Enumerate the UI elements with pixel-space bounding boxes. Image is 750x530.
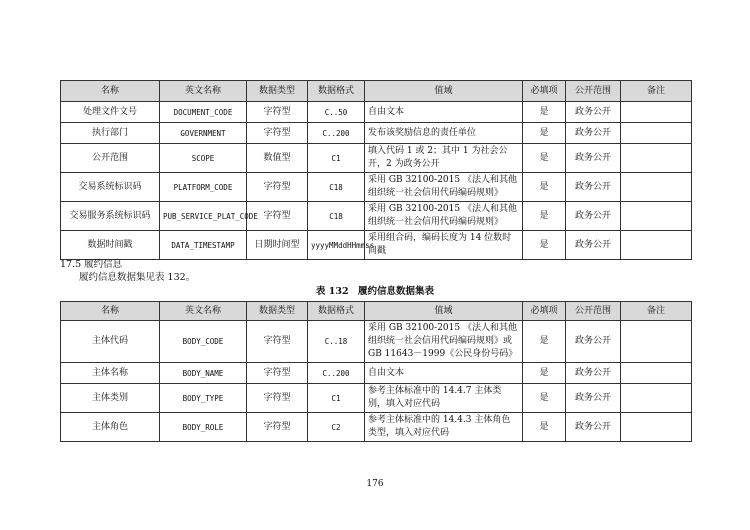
section-heading: 17.5 履约信息 (60, 259, 123, 270)
table-row (61, 123, 692, 144)
table-row (61, 173, 692, 202)
public-scope-cell: 政务公开 (566, 102, 621, 123)
value-domain-cell: 自由文本 (365, 363, 523, 384)
field-name-cell: 主体角色 (61, 413, 160, 442)
note-cell (621, 231, 692, 260)
english-name-cell: DATA_TIMESTAMP (160, 231, 247, 260)
data-format-cell: C1 (308, 144, 365, 173)
data-type-cell: 字符型 (247, 384, 308, 413)
required-cell: 是 (523, 363, 566, 384)
public-scope-cell: 政务公开 (566, 413, 621, 442)
english-name-cell: GOVERNMENT (160, 123, 247, 144)
field-name-cell: 主体类别 (61, 384, 160, 413)
field-name-cell: 交易系统标识码 (61, 173, 160, 202)
data-table-2 (60, 301, 692, 442)
table-row (61, 102, 692, 123)
data-type-cell: 字符型 (247, 123, 308, 144)
value-domain-cell: 采用组合码，编码长度为 14 位数时间戳 (365, 231, 523, 260)
english-name-cell: DOCUMENT_CODE (160, 102, 247, 123)
field-name-cell: 执行部门 (61, 123, 160, 144)
data-type-cell: 字符型 (247, 173, 308, 202)
column-header: 必填项 (523, 302, 566, 321)
english-name-cell: PUB_SERVICE_PLAT_CODE (160, 202, 247, 231)
table-row (61, 231, 692, 260)
data-type-cell: 字符型 (247, 321, 308, 363)
value-domain-cell: 自由文本 (365, 102, 523, 123)
value-domain-cell: 采用 GB 32100-2015 《法人和其他组织统一社会信用代码编码规则》或 GB 11643－1999《公民身份号码》 (365, 321, 523, 363)
value-domain-cell: 采用 GB 32100-2015 《法人和其他组织统一社会信用代码编码规则》 (365, 202, 523, 231)
column-header: 数据类型 (247, 81, 308, 102)
field-name-cell: 公开范围 (61, 144, 160, 173)
data-type-cell: 字符型 (247, 202, 308, 231)
table-row (61, 413, 692, 442)
required-cell: 是 (523, 173, 566, 202)
data-type-cell: 数值型 (247, 144, 308, 173)
required-cell: 是 (523, 102, 566, 123)
data-format-cell: C..200 (308, 363, 365, 384)
table-header-row (61, 302, 692, 321)
column-header: 公开范围 (566, 81, 621, 102)
value-domain-cell: 采用 GB 32100-2015 《法人和其他组织统一社会信用代码编码规则》 (365, 173, 523, 202)
required-cell: 是 (523, 202, 566, 231)
english-name-cell: BODY_NAME (160, 363, 247, 384)
data-format-cell: C1 (308, 384, 365, 413)
table-header-row (61, 81, 692, 102)
note-cell (621, 202, 692, 231)
column-header: 数据类型 (247, 302, 308, 321)
data-type-cell: 字符型 (247, 102, 308, 123)
required-cell: 是 (523, 321, 566, 363)
note-cell (621, 173, 692, 202)
field-name-cell: 处理文件文号 (61, 102, 160, 123)
data-format-cell: C2 (308, 413, 365, 442)
english-name-cell: BODY_CODE (160, 321, 247, 363)
value-domain-cell: 参考主体标准中的 14.4.3 主体角色类型，填入对应代码 (365, 413, 523, 442)
note-cell (621, 123, 692, 144)
note-cell (621, 413, 692, 442)
column-header: 值域 (365, 302, 523, 321)
section-reference-text: 履约信息数据集见表 132。 (79, 272, 196, 283)
note-cell (621, 363, 692, 384)
required-cell: 是 (523, 123, 566, 144)
note-cell (621, 321, 692, 363)
column-header: 备注 (621, 302, 692, 321)
public-scope-cell: 政务公开 (566, 173, 621, 202)
note-cell (621, 102, 692, 123)
value-domain-cell: 参考主体标准中的 14.4.7 主体类别，填入对应代码 (365, 384, 523, 413)
column-header: 公开范围 (566, 302, 621, 321)
table-caption: 表 132 履约信息数据集表 (315, 286, 435, 297)
table-row (61, 363, 692, 384)
public-scope-cell: 政务公开 (566, 123, 621, 144)
data-type-cell: 字符型 (247, 413, 308, 442)
required-cell: 是 (523, 384, 566, 413)
public-scope-cell: 政务公开 (566, 231, 621, 260)
column-header: 值域 (365, 81, 523, 102)
data-format-cell: C..200 (308, 123, 365, 144)
data-format-cell: C..18 (308, 321, 365, 363)
column-header: 名称 (61, 302, 160, 321)
field-name-cell: 主体代码 (61, 321, 160, 363)
table-row (61, 384, 692, 413)
table-row (61, 321, 692, 363)
public-scope-cell: 政务公开 (566, 202, 621, 231)
public-scope-cell: 政务公开 (566, 144, 621, 173)
data-table-1 (60, 80, 692, 260)
value-domain-cell: 填入代码 1 或 2；其中 1 为社会公开，2 为政务公开 (365, 144, 523, 173)
english-name-cell: PLATFORM_CODE (160, 173, 247, 202)
english-name-cell: SCOPE (160, 144, 247, 173)
data-format-cell: yyyyMMddHHmmss (308, 231, 365, 260)
column-header: 名称 (61, 81, 160, 102)
public-scope-cell: 政务公开 (566, 363, 621, 384)
value-domain-cell: 发布该奖励信息的责任单位 (365, 123, 523, 144)
field-name-cell: 主体名称 (61, 363, 160, 384)
column-header: 数据格式 (308, 81, 365, 102)
field-name-cell: 数据时间戳 (61, 231, 160, 260)
page-number: 176 (366, 479, 384, 489)
english-name-cell: BODY_ROLE (160, 413, 247, 442)
column-header: 必填项 (523, 81, 566, 102)
field-name-cell: 交易服务系统标识码 (61, 202, 160, 231)
note-cell (621, 144, 692, 173)
public-scope-cell: 政务公开 (566, 321, 621, 363)
table-row (61, 144, 692, 173)
table-row (61, 202, 692, 231)
required-cell: 是 (523, 144, 566, 173)
required-cell: 是 (523, 413, 566, 442)
data-format-cell: C18 (308, 173, 365, 202)
data-format-cell: C18 (308, 202, 365, 231)
english-name-cell: BODY_TYPE (160, 384, 247, 413)
data-format-cell: C..50 (308, 102, 365, 123)
column-header: 数据格式 (308, 302, 365, 321)
column-header: 英文名称 (160, 302, 247, 321)
column-header: 英文名称 (160, 81, 247, 102)
column-header: 备注 (621, 81, 692, 102)
data-type-cell: 日期时间型 (247, 231, 308, 260)
public-scope-cell: 政务公开 (566, 384, 621, 413)
note-cell (621, 384, 692, 413)
data-type-cell: 字符型 (247, 363, 308, 384)
required-cell: 是 (523, 231, 566, 260)
